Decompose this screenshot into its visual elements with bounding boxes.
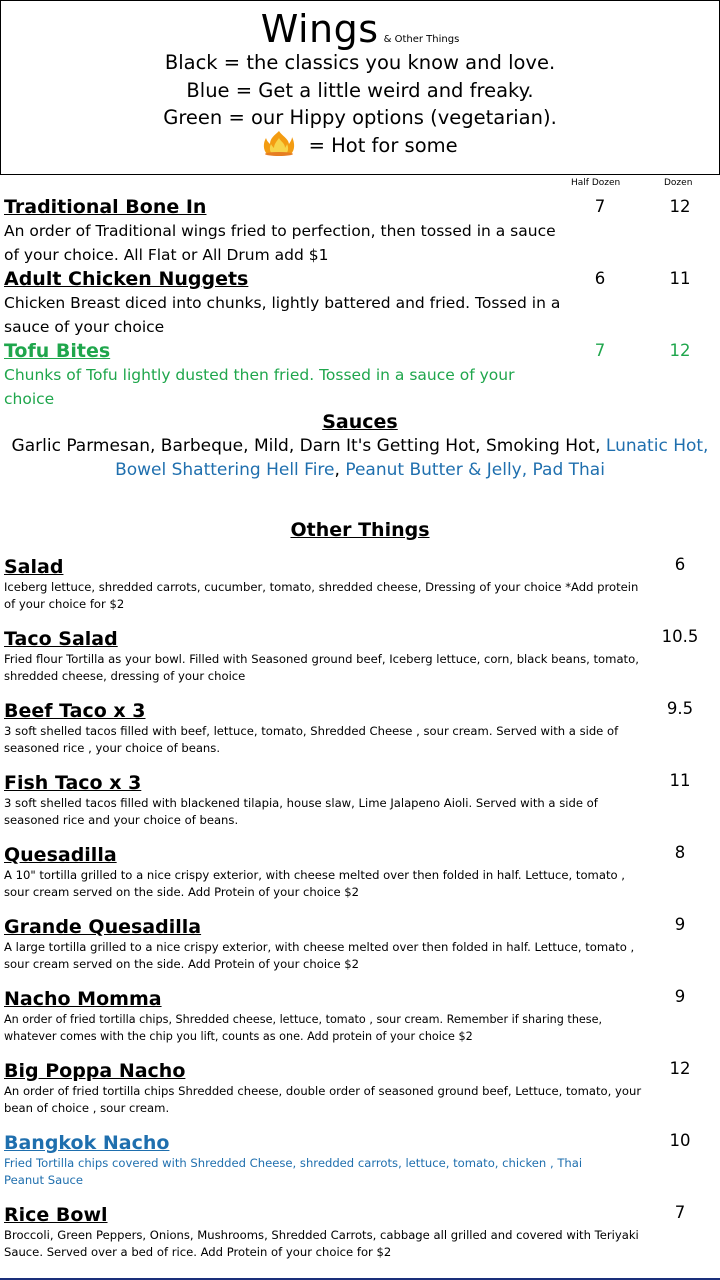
sauces-title: Sauces (322, 411, 398, 433)
sauces-weird-2: Peanut Butter & Jelly, Pad Thai (345, 460, 605, 480)
item-price: 9 (674, 987, 686, 1006)
item-description: Fried Tortilla chips covered with Shredded Cheese, shredded carrots, lettuce, tomato, chicken , Thai Peanut Sauce (4, 1156, 583, 1187)
legend-hot (1, 132, 719, 160)
wing-item-traditional (4, 195, 564, 267)
menu-item-big-poppa-nacho (4, 1059, 644, 1117)
item-name: Fish Taco x 3 (4, 772, 142, 794)
menu-item-rice-bowl (4, 1203, 644, 1261)
flame-icon (262, 130, 296, 156)
menu-item-fish-taco (4, 771, 644, 829)
item-description: Chunks of Tofu lightly dusted then fried. Tossed in a sauce of your choice (4, 366, 515, 408)
price-dozen: 12 (669, 197, 691, 216)
price-half-dozen: 7 (594, 197, 606, 216)
item-description: Chicken Breast diced into chunks, lightly battered and fried. Tossed in a sauce of your choice (4, 294, 561, 336)
item-price: 11 (669, 771, 691, 790)
item-price: 9 (674, 915, 686, 934)
item-description: An order of Traditional wings fried to perfection, then tossed in a sauce of your choice. All Flat or All Drum add $1 (4, 222, 556, 264)
legend-green: Green = our Hippy options (vegetarian). (163, 106, 557, 129)
menu-item-nacho-momma (4, 987, 654, 1045)
menu-subtitle: & Other Things (383, 34, 460, 45)
sauces-weird-1: Lunatic Hot, Bowel Shattering Hell Fire (115, 436, 709, 480)
legend-black: Black = the classics you know and love. (164, 51, 556, 74)
column-dozen: Dozen (664, 178, 693, 188)
item-description: 3 soft shelled tacos filled with beef, lettuce, tomato, Shredded Cheese , sour cream. Served with a side of seasoned rice , your choice of beans. (4, 724, 619, 755)
item-name: Nacho Momma (4, 988, 162, 1010)
menu-header (0, 0, 720, 175)
sauces-classic: Garlic Parmesan, Barbeque, Mild, Darn It's Getting Hot, Smoking Hot, (11, 436, 606, 456)
wing-item-nuggets (4, 267, 564, 339)
item-description: Iceberg lettuce, shredded carrots, cucumber, tomato, shredded cheese, Dressing of your choice *Add protein of your choice for $2 (4, 580, 639, 611)
menu-title-line (1, 7, 719, 49)
item-price: 10.5 (661, 627, 699, 646)
item-price: 10 (669, 1131, 691, 1150)
menu-item-beef-taco (4, 699, 644, 757)
item-price: 12 (669, 1059, 691, 1078)
item-name: Adult Chicken Nuggets (4, 268, 249, 290)
item-name: Grande Quesadilla (4, 916, 202, 938)
sauces-list (10, 434, 710, 482)
menu-item-taco-salad (4, 627, 644, 685)
menu-item-quesadilla (4, 843, 644, 901)
menu-title: Wings (260, 7, 379, 51)
price-dozen: 11 (669, 269, 691, 288)
legend-blue: Blue = Get a little weird and freaky. (186, 78, 534, 102)
item-description: A large tortilla grilled to a nice crispy exterior, with cheese melted over then folded in half. Lettuce, tomato , sour cream served on the side. Add Protein of your choice $2 (4, 940, 635, 971)
item-description: A 10" tortilla grilled to a nice crispy exterior, with cheese melted over then folded in half. Lettuce, tomato , sour cream served on the side. Add Protein of your choice $2 (4, 868, 625, 899)
item-name: Beef Taco x 3 (4, 700, 146, 722)
menu-item-grande-quesadilla (4, 915, 644, 973)
item-name: Salad (4, 556, 64, 578)
item-name: Taco Salad (4, 628, 118, 650)
item-price: 9.5 (666, 699, 694, 718)
item-price: 6 (674, 555, 686, 574)
other-things-title: Other Things (290, 519, 430, 541)
menu-item-bangkok-nacho (4, 1131, 594, 1189)
menu-item-salad (4, 555, 644, 613)
price-dozen: 12 (669, 341, 691, 360)
wing-item-tofu (4, 339, 564, 411)
item-description: Fried flour Tortilla as your bowl. Filled with Seasoned ground beef, Iceberg lettuce, corn, black beans, tomato, shredded cheese, dressing of your choice (4, 652, 639, 683)
item-name: Quesadilla (4, 844, 117, 866)
item-name: Traditional Bone In (4, 196, 207, 218)
item-name: Tofu Bites (4, 340, 111, 362)
legend-hot-label: = Hot for some (308, 133, 458, 157)
item-description: 3 soft shelled tacos filled with blackened tilapia, house slaw, Lime Jalapeno Aioli. Served with a side of seasoned rice and your choice of beans. (4, 796, 598, 827)
price-half-dozen: 7 (594, 341, 606, 360)
price-half-dozen: 6 (594, 269, 606, 288)
item-name: Bangkok Nacho (4, 1132, 170, 1154)
sauces-separator: , (334, 460, 346, 480)
item-description: Broccoli, Green Peppers, Onions, Mushrooms, Shredded Carrots, cabbage all grilled and covered with Teriyaki Sauce. Served over a bed of rice. Add Protein of your choice for $2 (4, 1228, 639, 1259)
item-price: 8 (674, 843, 686, 862)
item-price: 7 (674, 1203, 686, 1222)
item-name: Big Poppa Nacho (4, 1060, 186, 1082)
item-description: An order of fried tortilla chips, Shredded cheese, lettuce, tomato , sour cream. Remember if sharing these, whatever comes with the chip you lift, counts as one. Add protein of your choice $2 (4, 1013, 603, 1043)
column-half-dozen: Half Dozen (571, 178, 621, 188)
item-name: Rice Bowl (4, 1204, 108, 1226)
item-description: An order of fried tortilla chips Shredded cheese, double order of seasoned ground beef, Lettuce, tomato, your bean of choice , sour cream. (4, 1084, 642, 1115)
